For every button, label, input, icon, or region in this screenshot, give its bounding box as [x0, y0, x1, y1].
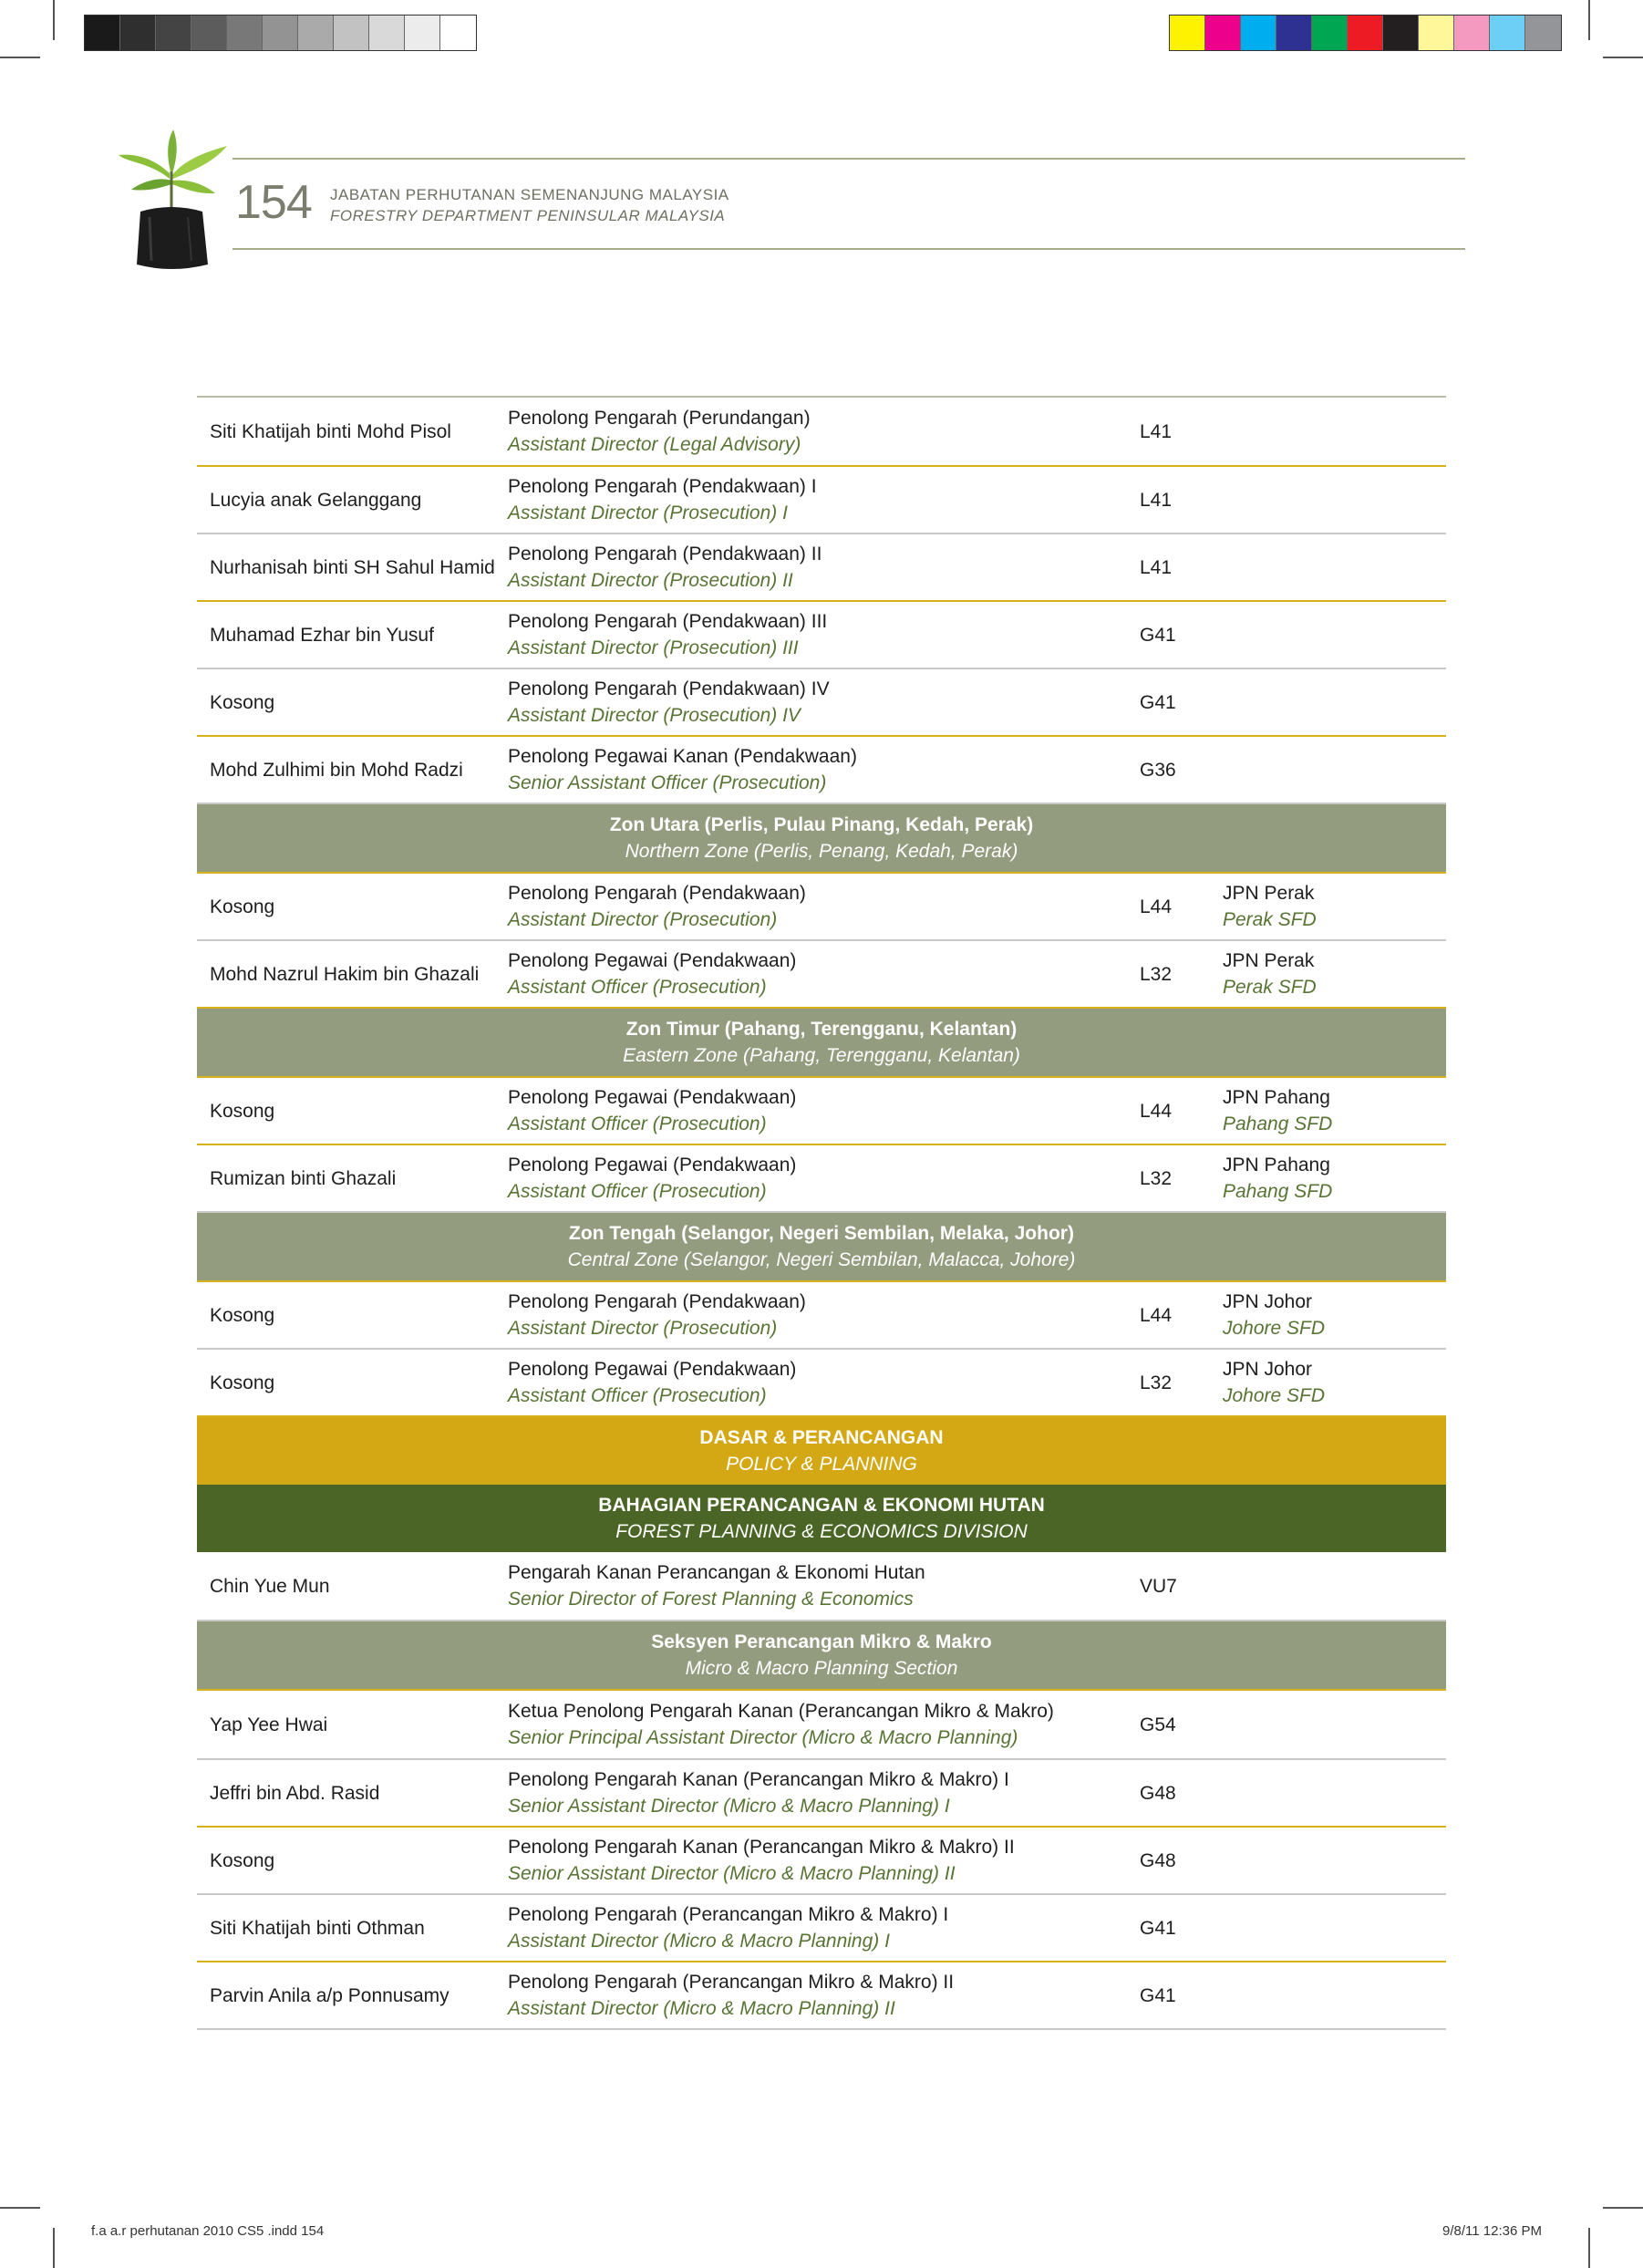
- position-title-ms: Pengarah Kanan Perancangan & Ekonomi Hutan: [508, 1562, 925, 1583]
- position-title-ms: Penolong Pengarah (Pendakwaan): [508, 1291, 806, 1312]
- staff-name: Lucyia anak Gelanggang: [210, 489, 422, 511]
- position-title-ms: Penolong Pegawai (Pendakwaan): [508, 1155, 797, 1175]
- position-cell: [508, 669, 1164, 735]
- grayscale-swatch: [263, 16, 298, 50]
- grade-code: G48: [1140, 1782, 1176, 1804]
- position-title-en: Assistant Director (Prosecution) III: [508, 637, 799, 658]
- position-title-en: Assistant Director (Micro & Macro Planning) II: [508, 1998, 895, 2019]
- position-cell: [508, 874, 1164, 939]
- table-row: [197, 1962, 1446, 2030]
- location-cell: [1223, 941, 1442, 1007]
- process-color-swatch: [1490, 16, 1525, 50]
- grade-code: VU7: [1140, 1575, 1177, 1597]
- position-title-ms: Penolong Pengarah Kanan (Perancangan Mikro & Makro) II: [508, 1837, 1015, 1858]
- location-cell: [1223, 1350, 1442, 1415]
- location-ms: JPN Johor: [1223, 1359, 1313, 1380]
- staff-name: Kosong: [210, 691, 275, 713]
- position-title-ms: Penolong Pegawai Kanan (Pendakwaan): [508, 746, 857, 767]
- section-title-en: Micro & Macro Planning Section: [685, 1658, 958, 1679]
- position-cell: [508, 534, 1164, 600]
- crop-mark: [1603, 57, 1643, 58]
- table-row: [197, 1828, 1446, 1895]
- publication-title-ms: JABATAN PERHUTANAN SEMENANJUNG MALAYSIA: [330, 186, 729, 203]
- crop-mark: [1588, 0, 1590, 40]
- position-cell: [508, 1760, 1164, 1826]
- position-cell: [508, 1145, 1164, 1211]
- position-title-en: Senior Assistant Director (Micro & Macro Planning) I: [508, 1796, 950, 1817]
- position-title-en: Senior Assistant Director (Micro & Macro Planning) II: [508, 1863, 956, 1884]
- section-title-en: POLICY & PLANNING: [726, 1454, 917, 1475]
- process-color-swatch: [1419, 16, 1454, 50]
- position-title-ms: Penolong Pengarah (Pendakwaan): [508, 883, 806, 904]
- position-cell: [508, 1078, 1164, 1144]
- position-title-en: Assistant Director (Micro & Macro Planning) I: [508, 1931, 890, 1952]
- location-en: Perak SFD: [1223, 977, 1317, 998]
- position-title-en: Senior Assistant Officer (Prosecution): [508, 772, 827, 793]
- table-row: [197, 534, 1446, 602]
- section-header: [197, 1621, 1446, 1691]
- location-en: Pahang SFD: [1223, 1181, 1333, 1202]
- grade-code: G41: [1140, 1917, 1176, 1939]
- grayscale-swatch: [120, 16, 156, 50]
- position-title-ms: Penolong Pengarah Kanan (Perancangan Mikro & Makro) I: [508, 1769, 1009, 1790]
- grade-code: G36: [1140, 759, 1176, 781]
- position-title-ms: Penolong Pengarah (Pendakwaan) II: [508, 544, 822, 564]
- location-ms: JPN Perak: [1223, 950, 1315, 971]
- page-number: 154: [235, 176, 312, 229]
- position-cell: [508, 602, 1164, 668]
- grayscale-swatch: [298, 16, 334, 50]
- position-title-en: Assistant Director (Prosecution) IV: [508, 705, 801, 726]
- location-ms: JPN Johor: [1223, 1291, 1313, 1312]
- grayscale-swatch: [369, 16, 405, 50]
- section-header: [197, 1009, 1446, 1078]
- table-row: [197, 602, 1446, 669]
- table-row: [197, 737, 1446, 804]
- table-row: [197, 1552, 1446, 1621]
- staff-directory-table: [197, 396, 1446, 2030]
- location-en: Pahang SFD: [1223, 1113, 1333, 1134]
- process-color-swatch: [1276, 16, 1312, 50]
- header-rule-top: [232, 158, 1465, 160]
- section-title-en: Eastern Zone (Pahang, Terengganu, Kelantan): [623, 1045, 1020, 1066]
- table-row: [197, 1691, 1446, 1760]
- location-en: Johore SFD: [1223, 1318, 1326, 1339]
- section-title-ms: Seksyen Perancangan Mikro & Makro: [651, 1631, 992, 1652]
- position-title-en: Assistant Officer (Prosecution): [508, 1113, 767, 1134]
- location-ms: JPN Pahang: [1223, 1087, 1330, 1108]
- grayscale-swatch: [191, 16, 227, 50]
- position-cell: [508, 1350, 1164, 1415]
- staff-name: Rumizan binti Ghazali: [210, 1167, 397, 1189]
- location-cell: [1223, 1282, 1442, 1348]
- position-title-ms: Penolong Pengarah (Pendakwaan) III: [508, 611, 828, 632]
- position-cell: [508, 1691, 1164, 1758]
- position-title-en: Assistant Officer (Prosecution): [508, 977, 767, 998]
- table-row: [197, 1078, 1446, 1145]
- table-row: [197, 874, 1446, 941]
- grade-code: L41: [1140, 489, 1173, 511]
- position-cell: [508, 398, 1164, 465]
- location-cell: [1223, 1078, 1442, 1144]
- position-cell: [508, 1895, 1164, 1961]
- table-row: [197, 467, 1446, 534]
- position-cell: [508, 941, 1164, 1007]
- process-color-bar: [1169, 15, 1562, 51]
- section-title-ms: Zon Timur (Pahang, Terengganu, Kelantan): [625, 1019, 1018, 1040]
- position-cell: [508, 1552, 1164, 1620]
- position-cell: [508, 1962, 1164, 2028]
- location-en: Perak SFD: [1223, 909, 1317, 930]
- process-color-swatch: [1348, 16, 1383, 50]
- staff-name: Kosong: [210, 1849, 275, 1871]
- position-title-en: Assistant Officer (Prosecution): [508, 1385, 767, 1406]
- position-cell: [508, 1828, 1164, 1893]
- position-title-ms: Penolong Pegawai (Pendakwaan): [508, 1359, 797, 1380]
- table-row: [197, 1282, 1446, 1350]
- table-row: [197, 1145, 1446, 1213]
- staff-name: Kosong: [210, 1304, 275, 1326]
- grayscale-swatch: [334, 16, 369, 50]
- location-cell: [1223, 874, 1442, 939]
- position-title-ms: Penolong Pengarah (Pendakwaan) I: [508, 476, 817, 497]
- position-title-ms: Ketua Penolong Pengarah Kanan (Perancangan Mikro & Makro): [508, 1701, 1054, 1722]
- position-title-en: Assistant Director (Prosecution) II: [508, 570, 793, 591]
- position-cell: [508, 467, 1164, 533]
- staff-name: Siti Khatijah binti Othman: [210, 1917, 425, 1939]
- seedling-in-polybag-icon: [113, 126, 232, 272]
- grade-code: L41: [1140, 420, 1173, 442]
- staff-name: Mohd Zulhimi bin Mohd Radzi: [210, 759, 463, 781]
- section-title-en: Northern Zone (Perlis, Penang, Kedah, Perak): [625, 841, 1018, 862]
- grade-code: L41: [1140, 556, 1173, 578]
- position-title-ms: Penolong Pegawai (Pendakwaan): [508, 950, 797, 971]
- grade-code: L44: [1140, 896, 1173, 917]
- position-title-ms: Penolong Pengarah (Pendakwaan) IV: [508, 678, 830, 699]
- position-title-en: Senior Principal Assistant Director (Micro & Macro Planning): [508, 1727, 1018, 1748]
- publication-title-en: FORESTRY DEPARTMENT PENINSULAR MALAYSIA: [330, 207, 726, 224]
- crop-mark: [0, 57, 40, 58]
- section-header: [197, 1213, 1446, 1282]
- position-title-ms: Penolong Pengarah (Perancangan Mikro & Makro) I: [508, 1904, 949, 1925]
- location-en: Johore SFD: [1223, 1385, 1326, 1406]
- header-rule-bottom: [232, 248, 1465, 250]
- grade-code: G48: [1140, 1849, 1176, 1871]
- grayscale-swatch: [405, 16, 440, 50]
- crop-mark: [0, 2207, 40, 2209]
- location-ms: JPN Pahang: [1223, 1155, 1330, 1175]
- position-title-en: Assistant Director (Legal Advisory): [508, 434, 801, 455]
- section-header: [197, 1417, 1446, 1485]
- process-color-swatch: [1454, 16, 1490, 50]
- grade-code: G41: [1140, 624, 1176, 646]
- staff-name: Yap Yee Hwai: [210, 1714, 328, 1735]
- table-row: [197, 1760, 1446, 1828]
- crop-mark: [53, 2228, 55, 2268]
- table-row: [197, 1350, 1446, 1417]
- position-cell: [508, 1282, 1164, 1348]
- footer-file-name: f.a a.r perhutanan 2010 CS5 .indd 154: [91, 2223, 325, 2239]
- staff-name: Parvin Anila a/p Ponnusamy: [210, 1984, 450, 2006]
- crop-mark: [1588, 2228, 1590, 2268]
- staff-name: Mohd Nazrul Hakim bin Ghazali: [210, 963, 480, 985]
- location-ms: JPN Perak: [1223, 883, 1315, 904]
- staff-name: Chin Yue Mun: [210, 1575, 330, 1597]
- section-title-ms: DASAR & PERANCANGAN: [699, 1427, 944, 1448]
- position-title-ms: Penolong Pengarah (Perundangan): [508, 408, 811, 429]
- process-color-swatch: [1383, 16, 1419, 50]
- staff-name: Nurhanisah binti SH Sahul Hamid: [210, 556, 495, 578]
- table-row: [197, 941, 1446, 1009]
- process-color-swatch: [1312, 16, 1348, 50]
- position-title-ms: Penolong Pengarah (Perancangan Mikro & Makro) II: [508, 1972, 955, 1993]
- grayscale-swatch: [85, 16, 120, 50]
- grade-code: G41: [1140, 1984, 1176, 2006]
- section-title-en: FOREST PLANNING & ECONOMICS DIVISION: [615, 1521, 1028, 1542]
- table-row: [197, 398, 1446, 467]
- table-row: [197, 669, 1446, 737]
- footer-timestamp: 9/8/11 12:36 PM: [1442, 2223, 1542, 2239]
- position-title-en: Assistant Director (Prosecution): [508, 1318, 778, 1339]
- process-color-swatch: [1170, 16, 1205, 50]
- grade-code: L32: [1140, 1372, 1173, 1393]
- grade-code: L44: [1140, 1304, 1173, 1326]
- grade-code: G41: [1140, 691, 1176, 713]
- table-row: [197, 1895, 1446, 1962]
- process-color-swatch: [1525, 16, 1561, 50]
- position-cell: [508, 737, 1164, 803]
- staff-name: Kosong: [210, 1372, 275, 1393]
- position-title-en: Assistant Director (Prosecution): [508, 909, 778, 930]
- grayscale-swatch: [156, 16, 191, 50]
- position-title-ms: Penolong Pegawai (Pendakwaan): [508, 1087, 797, 1108]
- staff-name: Muhamad Ezhar bin Yusuf: [210, 624, 434, 646]
- grayscale-color-bar: [84, 15, 477, 51]
- section-title-ms: Zon Tengah (Selangor, Negeri Sembilan, Melaka, Johor): [569, 1223, 1074, 1244]
- grayscale-swatch: [227, 16, 263, 50]
- grade-code: L32: [1140, 963, 1173, 985]
- section-title-en: Central Zone (Selangor, Negeri Sembilan, Malacca, Johore): [567, 1249, 1076, 1270]
- crop-mark: [53, 0, 55, 40]
- process-color-swatch: [1241, 16, 1276, 50]
- position-title-en: Assistant Officer (Prosecution): [508, 1181, 767, 1202]
- position-title-en: Assistant Director (Prosecution) I: [508, 502, 788, 523]
- staff-name: Kosong: [210, 896, 275, 917]
- staff-name: Jeffri bin Abd. Rasid: [210, 1782, 380, 1804]
- location-cell: [1223, 1145, 1442, 1211]
- position-title-en: Senior Director of Forest Planning & Economics: [508, 1589, 914, 1610]
- staff-name: Kosong: [210, 1100, 275, 1122]
- section-title-ms: BAHAGIAN PERANCANGAN & EKONOMI HUTAN: [598, 1495, 1045, 1516]
- grade-code: L44: [1140, 1100, 1173, 1122]
- section-header: [197, 804, 1446, 874]
- grayscale-swatch: [440, 16, 476, 50]
- process-color-swatch: [1205, 16, 1241, 50]
- grade-code: G54: [1140, 1714, 1176, 1735]
- crop-mark: [1603, 2207, 1643, 2209]
- section-title-ms: Zon Utara (Perlis, Pulau Pinang, Kedah, Perak): [609, 814, 1034, 835]
- staff-name: Siti Khatijah binti Mohd Pisol: [210, 420, 451, 442]
- section-header: [197, 1485, 1446, 1552]
- grade-code: L32: [1140, 1167, 1173, 1189]
